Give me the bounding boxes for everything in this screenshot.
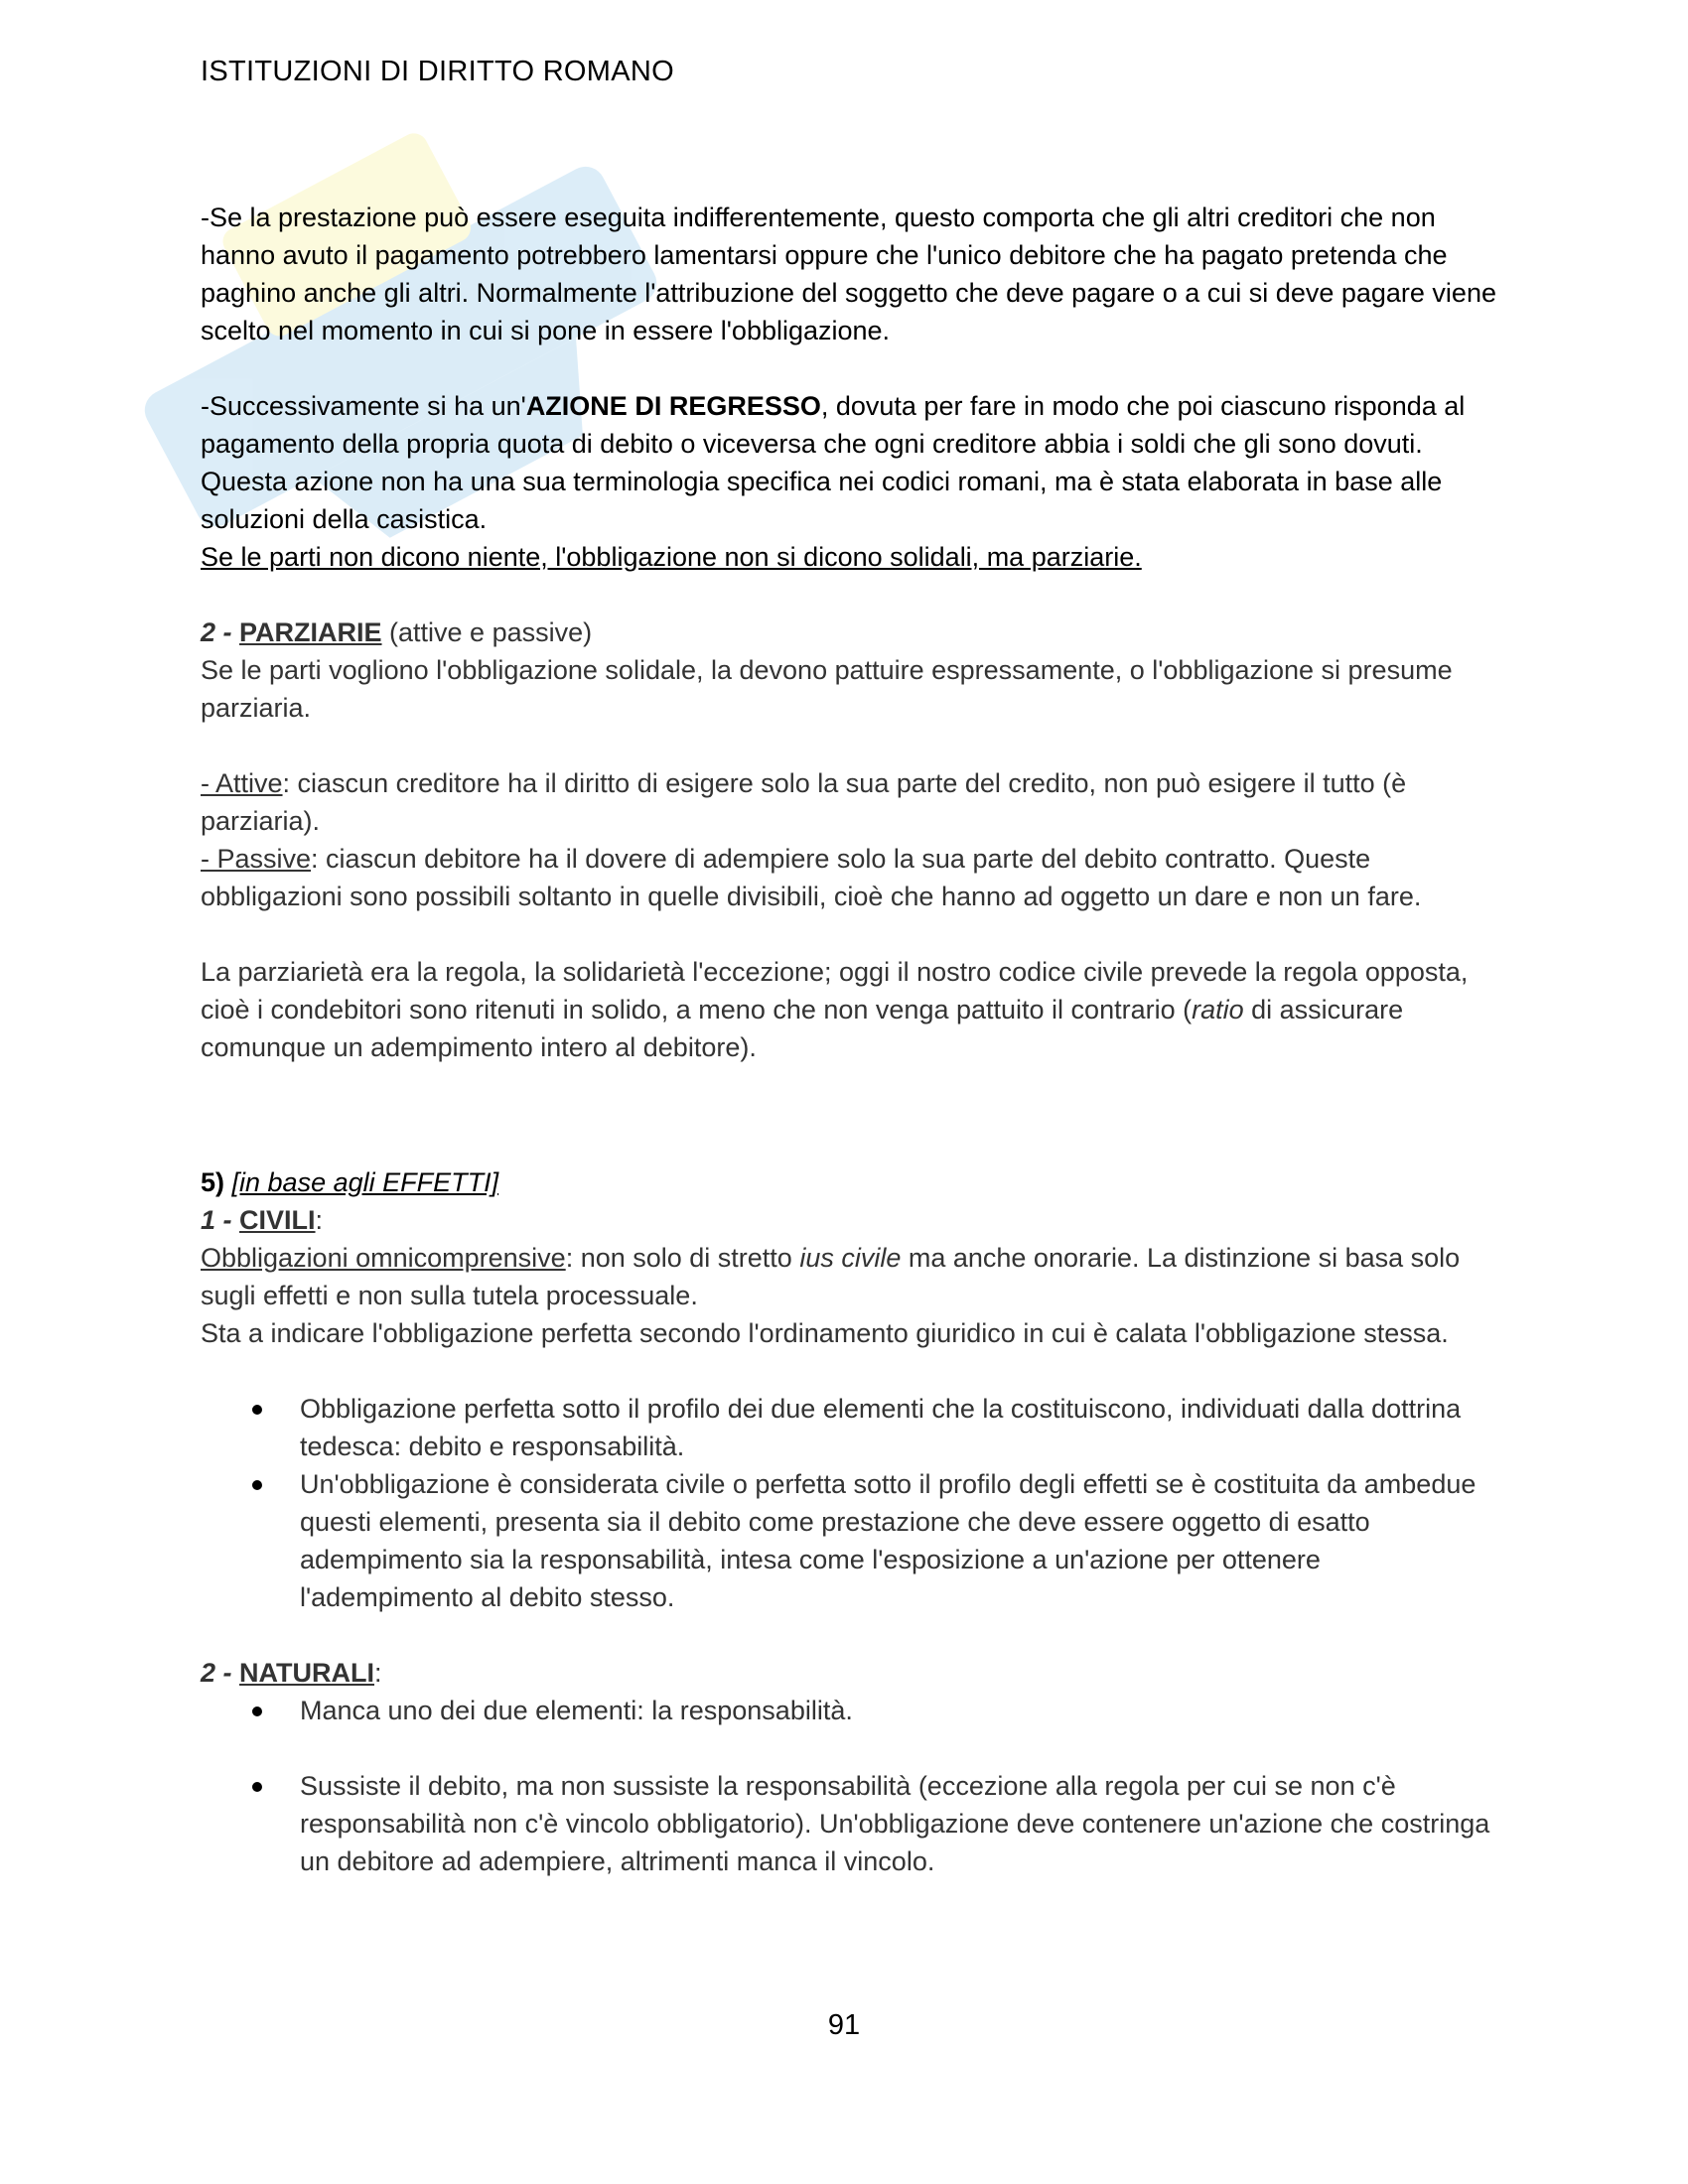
bullet-icon xyxy=(252,1782,262,1792)
paragraph-passive xyxy=(201,840,1501,915)
paragraph-solidarity: -Se la prestazione può essere eseguita indifferentemente, questo comporta che gli altri creditori che non hanno avuto il pagamento potrebbero lamentarsi oppure che l'unico debitore che ha pagato pretenda che paghino anche gli altri. Normalmente l'attribuzione del soggetto che deve pagare o a cui si deve pagare viene scelto nel momento in cui si pone in essere l'obbligazione. xyxy=(201,203,1496,345)
page-content xyxy=(201,199,1501,1880)
paragraph-attive xyxy=(201,764,1501,840)
paragraph-regola xyxy=(201,953,1501,1066)
civili-bullet-list xyxy=(201,1390,1501,1616)
heading-subtitle: (attive e passive) xyxy=(381,617,593,647)
heading-naturali xyxy=(201,1654,1501,1692)
list-item xyxy=(300,1390,1501,1465)
label-passive: - Passive xyxy=(201,844,312,874)
text-span: di assicurare comunque un adempimento intero al debitore). xyxy=(201,995,1404,1062)
text-span: -Successivamente si ha un' xyxy=(201,391,526,421)
text-span: : non solo di stretto xyxy=(565,1243,800,1273)
text-span: : ciascun debitore ha il dovere di adempiere solo la sua parte del debito contratto. Queste obbligazioni sono possibili soltanto in quelle divisibili, cioè che hanno ad oggetto un dare e non un fare. xyxy=(201,844,1422,911)
term-azione-di-regresso: AZIONE DI REGRESSO xyxy=(525,391,821,421)
text-span: : xyxy=(374,1658,382,1688)
heading-number: 2 - xyxy=(201,617,240,647)
heading-number: 5) xyxy=(201,1167,232,1197)
paragraph-parziarie-intro: Se le parti vogliono l'obbligazione solidale, la devono pattuire espressamente, o l'obbligazione si presume parziaria. xyxy=(201,655,1453,723)
naturali-bullet-list xyxy=(201,1692,1501,1880)
label-attive: - Attive xyxy=(201,768,283,798)
term-ius-civile: ius civile xyxy=(799,1243,902,1273)
heading-title: [in base agli EFFETTI] xyxy=(231,1167,499,1197)
bullet-icon xyxy=(252,1480,262,1490)
paragraph-civili xyxy=(201,1239,1501,1352)
heading-number: 1 - xyxy=(201,1205,240,1235)
underlined-note: Se le parti non dicono niente, l'obbligazione non si dicono solidali, ma parziarie. xyxy=(201,542,1142,572)
bullet-icon xyxy=(252,1706,262,1716)
heading-title: NATURALI xyxy=(239,1658,374,1688)
paragraph-regresso xyxy=(201,387,1501,576)
heading-effetti xyxy=(201,1163,1501,1201)
heading-title: CIVILI xyxy=(239,1205,316,1235)
list-item-text: Manca uno dei due elementi: la responsabilità. xyxy=(300,1696,853,1725)
list-item xyxy=(300,1465,1501,1616)
list-item-text: Un'obbligazione è considerata civile o perfetta sotto il profilo degli effetti se è costituita da ambedue questi elementi, presenta sia il debito come prestazione che deve essere oggetto di esatto adempimento sia la responsabilità, intesa come l'esposizione a un'azione per ottenere l'adempimento al debito stesso. xyxy=(300,1469,1477,1612)
list-item-text: Sussiste il debito, ma non sussiste la responsabilità (eccezione alla regola per cui se non c'è responsabilità non c'è vincolo obbligatorio). Un'obbligazione deve contenere un'azione che costringa un debitore ad adempiere, altrimenti manca il vincolo. xyxy=(300,1771,1490,1876)
list-item xyxy=(300,1692,1501,1729)
page-number: 91 xyxy=(827,2009,861,2041)
label-omnicomprensive: Obbligazioni omnicomprensive xyxy=(201,1243,566,1273)
heading-parziarie xyxy=(201,614,1501,651)
text-span: Sta a indicare l'obbligazione perfetta secondo l'ordinamento giuridico in cui è calata l'obbligazione stessa. xyxy=(201,1318,1449,1348)
list-item-text: Obbligazione perfetta sotto il profilo dei due elementi che la costituiscono, individuati dalla dottrina tedesca: debito e responsabilità. xyxy=(300,1394,1462,1461)
bullet-icon xyxy=(252,1405,262,1415)
text-span: ma anche onorarie. La distinzione si basa solo sugli effetti e non sulla tutela processuale. xyxy=(201,1243,1461,1310)
list-item xyxy=(300,1767,1501,1880)
heading-title: PARZIARIE xyxy=(239,617,382,647)
text-span: : ciascun creditore ha il diritto di esigere solo la sua parte del credito, non può esigere il tutto (è parziaria). xyxy=(201,768,1407,836)
term-ratio: ratio xyxy=(1192,995,1244,1024)
heading-number: 2 - xyxy=(201,1658,240,1688)
text-span: La parziarietà era la regola, la solidarietà l'eccezione; oggi il nostro codice civile prevede la regola opposta, cioè i condebitori sono ritenuti in solido, a meno che non venga pattuito il contrario ( xyxy=(201,957,1469,1024)
text-span: , dovuta per fare in modo che poi ciascuno risponda al pagamento della propria quota di debito o viceversa che ogni creditore abbia i soldi che gli sono dovuti. Questa azione non ha una sua terminologia specifica nei codici romani, ma è stata elaborata in base alle soluzioni della casistica. xyxy=(201,391,1466,534)
text-span: : xyxy=(315,1205,324,1235)
heading-civili xyxy=(201,1201,1501,1239)
page-header-title: ISTITUZIONI DI DIRITTO ROMANO xyxy=(201,56,674,87)
